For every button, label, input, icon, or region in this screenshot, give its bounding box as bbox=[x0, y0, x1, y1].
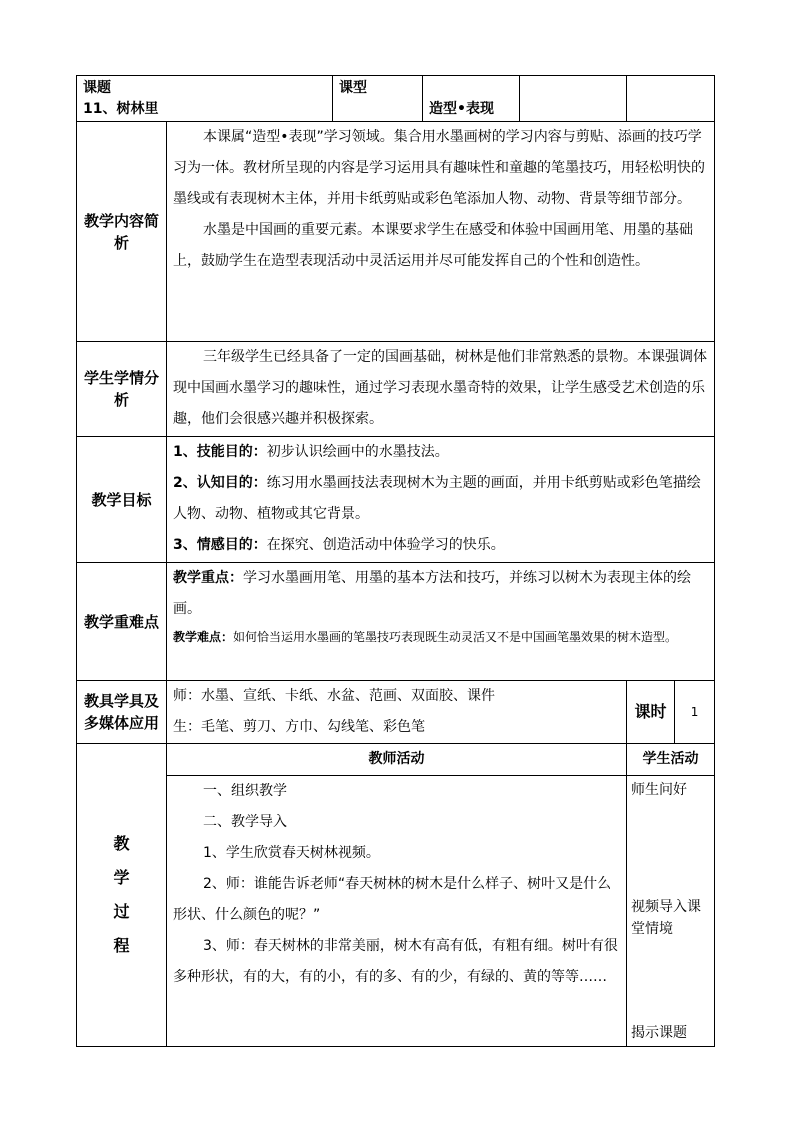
process-body-row bbox=[77, 776, 715, 1047]
teacher-line: 一、组织教学 bbox=[203, 783, 287, 799]
teacher-activity-body bbox=[167, 776, 627, 1047]
student-activity-head: 学生活动 bbox=[627, 744, 715, 776]
tools-teacher: 师：水墨、宣纸、卡纸、水盆、范画、双面胶、课件 bbox=[173, 688, 495, 704]
key-points-body bbox=[167, 563, 715, 681]
empty-cell-2 bbox=[627, 76, 715, 122]
lesson-plan-table bbox=[76, 75, 715, 1047]
content-analysis-label: 教学内容简析 bbox=[77, 122, 167, 342]
student-analysis-body bbox=[167, 342, 715, 437]
student-activity-body bbox=[627, 776, 715, 1047]
type-label: 课型 bbox=[339, 80, 368, 96]
content-analysis-para2: 水墨是中国画的重要元素。本课要求学生在感受和体验中国画用笔、用墨的基础上，鼓励学生在造型表现活动中灵活运用并尽可能发挥自己的个性和创造性。 bbox=[173, 222, 693, 269]
type-label-cell bbox=[333, 76, 423, 122]
content-analysis-para1: 本课属“造型•表现”学习领域。集合用水墨画树的学习内容与剪贴、添画的技巧学习为一体。教材所呈现的内容是学习运用具有趣味性和童趣的笔墨技巧，用轻松明快的墨线或有表现树木主体，并用卡纸剪贴或彩色笔添加人物、动物、背景等细节部分。 bbox=[173, 129, 705, 207]
teacher-line: 二、教学导入 bbox=[203, 814, 287, 830]
student-note: 揭示课题 bbox=[631, 1025, 688, 1041]
tools-student: 生：毛笔、剪刀、方巾、勾线笔、彩色笔 bbox=[173, 719, 425, 735]
empty-cell-1 bbox=[520, 76, 627, 122]
student-note: 视频导入课堂情境 bbox=[631, 899, 702, 937]
goal-item: 1、技能目的：初步认识绘画中的水墨技法。 bbox=[173, 444, 449, 460]
student-analysis-row bbox=[77, 342, 715, 437]
teacher-line: 1、学生欣赏春天树林视频。 bbox=[203, 845, 380, 861]
teacher-line: 3、师：春天树林的非常美丽，树木有高有低，有粗有细。树叶有很多种形状，有的大，有的小，有的多、有的少，有绿的、黄的等等…… bbox=[173, 938, 618, 985]
lesson-plan-sheet bbox=[76, 75, 714, 1047]
key-points-label: 教学重难点 bbox=[77, 563, 167, 681]
header-row bbox=[77, 76, 715, 122]
hours-label: 课时 bbox=[627, 681, 675, 744]
tools-body bbox=[167, 681, 627, 744]
hours-value: 1 bbox=[675, 681, 715, 744]
topic-label: 课题 bbox=[83, 80, 111, 96]
student-analysis-label: 学生学情分析 bbox=[77, 342, 167, 437]
key-point: 教学重点：学习水墨画用笔、用墨的基本方法和技巧，并练习以树木为表现主体的绘画。 bbox=[173, 570, 691, 617]
type-value-cell bbox=[423, 76, 520, 122]
goals-body bbox=[167, 437, 715, 563]
process-header-row bbox=[77, 744, 715, 776]
tools-label: 教具学具及多媒体应用 bbox=[77, 681, 167, 744]
content-analysis-body bbox=[167, 122, 715, 342]
tools-row bbox=[77, 681, 715, 744]
goals-label: 教学目标 bbox=[77, 437, 167, 563]
student-note: 师生问好 bbox=[631, 782, 688, 798]
content-analysis-row bbox=[77, 122, 715, 342]
goals-row bbox=[77, 437, 715, 563]
difficult-point: 教学难点：如何恰当运用水墨画的笔墨技巧表现既生动灵活又不是中国画笔墨效果的树木造型。 bbox=[173, 630, 678, 644]
teacher-activity-head: 教师活动 bbox=[167, 744, 627, 776]
process-label: 教学过程 bbox=[113, 834, 130, 955]
student-analysis-text: 三年级学生已经具备了一定的国画基础，树林是他们非常熟悉的景物。本课强调体现中国画水墨学习的趣味性，通过学习表现水墨奇特的效果，让学生感受艺术创造的乐趣，他们会很感兴趣并积极探索。 bbox=[173, 349, 707, 427]
teacher-line: 2、师：谁能告诉老师“春天树林的树木是什么样子、树叶又是什么形状、什么颜色的呢？” bbox=[173, 876, 612, 923]
goal-item: 2、认知目的：练习用水墨画技法表现树木为主题的画面，并用卡纸剪贴或彩色笔描绘人物、动物、植物或其它背景。 bbox=[173, 475, 701, 522]
topic-cell bbox=[77, 76, 333, 122]
process-label-cell bbox=[77, 744, 167, 1047]
goal-item: 3、情感目的：在探究、创造活动中体验学习的快乐。 bbox=[173, 537, 505, 553]
key-points-row bbox=[77, 563, 715, 681]
type-value: 造型•表现 bbox=[429, 101, 494, 117]
topic-value: 11、树林里 bbox=[83, 101, 159, 117]
